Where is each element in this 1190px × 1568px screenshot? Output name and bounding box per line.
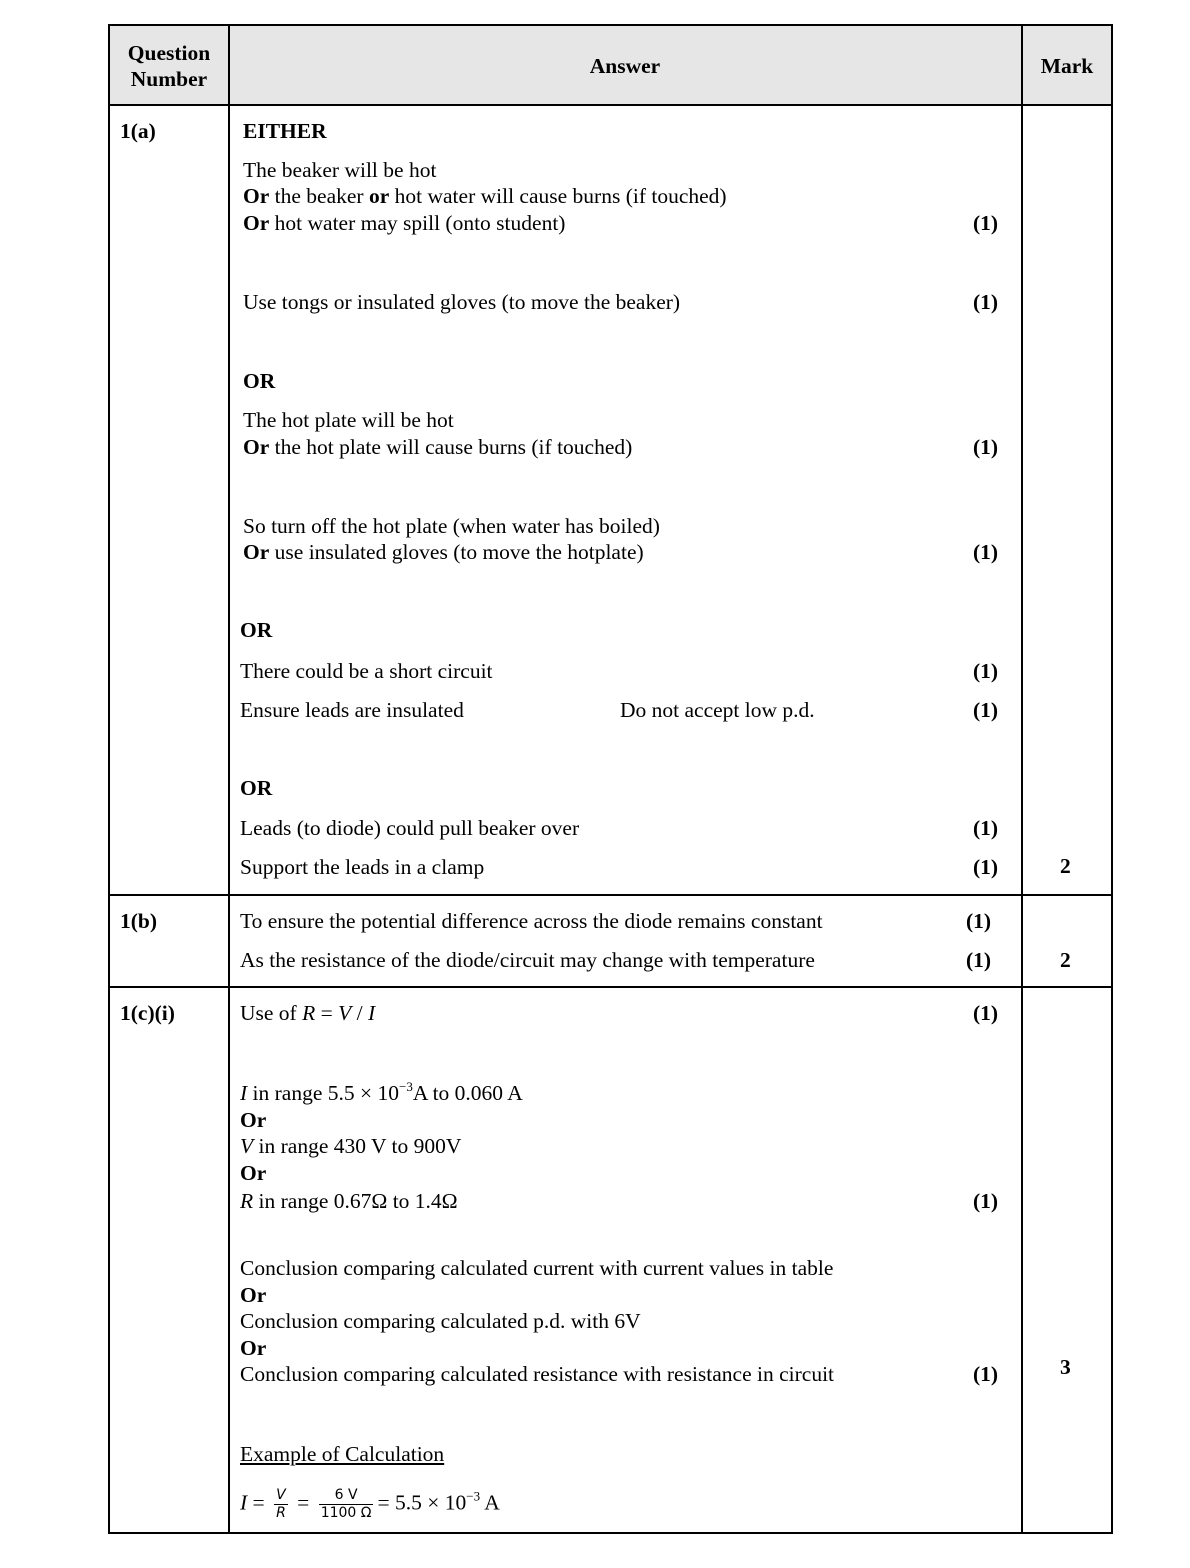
answer-line <box>240 1338 266 1360</box>
line-mark: (1) <box>973 435 999 459</box>
answer-text: Or <box>240 1161 267 1185</box>
answer-text: −3 <box>399 1079 413 1094</box>
answer-text: Conclusion comparing calculated current with current values in table <box>240 1256 834 1280</box>
answer-text: Conclusion comparing calculated p.d. with 6V <box>240 1309 641 1333</box>
column-divider <box>1111 24 1113 1534</box>
answer-text: Or <box>240 1108 267 1132</box>
answer-line <box>240 911 823 933</box>
example-formula <box>240 1487 500 1522</box>
answer-text: OR <box>243 369 276 393</box>
answer-text: Ensure leads are insulated <box>240 698 464 722</box>
answer-text: I <box>368 1001 376 1025</box>
answer-line <box>240 818 579 840</box>
answer-text: / <box>351 1001 369 1025</box>
line-mark: (1) <box>973 211 999 235</box>
answer-text: V <box>338 1001 352 1025</box>
total-mark: 2 <box>1060 948 1071 972</box>
formula-eq: = <box>297 1490 310 1515</box>
answer-text: V <box>240 1134 254 1158</box>
answer-text: R <box>302 1001 316 1025</box>
total-mark: 2 <box>1060 854 1071 878</box>
row-divider <box>108 894 1113 896</box>
answer-text: or <box>368 184 390 208</box>
line-mark: (1) <box>966 909 992 933</box>
formula-eq: = <box>252 1490 265 1515</box>
fraction-num: 6 V <box>319 1487 374 1505</box>
answer-text: hot water will cause burns (if touched) <box>389 184 727 208</box>
answer-line <box>243 121 327 143</box>
line-mark: (1) <box>973 1362 999 1386</box>
answer-text: I <box>240 1081 248 1105</box>
answer-line <box>240 1285 266 1307</box>
line-mark: (1) <box>973 1001 999 1025</box>
answer-text: = <box>315 1001 339 1025</box>
answer-text: in range 430 V to 900V <box>253 1134 462 1158</box>
fraction-v-over-r <box>274 1487 288 1522</box>
fraction-values <box>319 1487 374 1522</box>
answer-line <box>240 700 464 722</box>
answer-text: Leads (to diode) could pull beaker over <box>240 816 580 840</box>
answer-line <box>243 186 727 208</box>
fraction-num: V <box>274 1487 288 1505</box>
answer-line <box>240 1136 461 1158</box>
answer-line <box>240 661 493 683</box>
answer-text: the beaker <box>269 184 369 208</box>
answer-line <box>243 160 436 182</box>
answer-line <box>243 292 680 314</box>
answer-text: the hot plate will cause burns (if touched) <box>269 435 633 459</box>
column-divider <box>228 24 230 1534</box>
answer-line <box>243 437 632 459</box>
row-divider <box>108 986 1113 988</box>
answer-line <box>240 857 484 879</box>
line-mark: (1) <box>973 816 999 840</box>
answer-text: Or <box>240 1336 267 1360</box>
answer-text: Support the leads in a clamp <box>240 855 485 879</box>
answer-text: A to 0.060 A <box>412 1081 523 1105</box>
answer-line <box>240 1444 444 1466</box>
formula-exponent: −3 <box>466 1488 481 1504</box>
column-divider <box>108 24 110 1534</box>
answer-text: Use tongs or insulated gloves (to move the beaker) <box>243 290 681 314</box>
row-divider <box>108 104 1113 106</box>
answer-text: Conclusion comparing calculated resistance with resistance in circuit <box>240 1362 835 1386</box>
answer-text: There could be a short circuit <box>240 659 493 683</box>
answer-line <box>240 778 272 800</box>
formula-unit: A <box>480 1490 500 1515</box>
answer-line <box>240 950 815 972</box>
answer-text: To ensure the potential difference across the diode remains constant <box>240 909 823 933</box>
line-mark: (1) <box>973 855 999 879</box>
question-number: 1(b) <box>120 909 158 933</box>
answer-line <box>240 1110 266 1132</box>
answer-line <box>243 371 275 393</box>
answer-text: So turn off the hot plate (when water has boiled) <box>243 514 660 538</box>
header-mark: Mark <box>1040 54 1094 78</box>
answer-text: in range 5.5 × 10 <box>247 1081 400 1105</box>
answer-line <box>243 213 565 235</box>
answer-text: use insulated gloves (to move the hotplate) <box>269 540 644 564</box>
answer-line <box>240 1364 834 1386</box>
answer-line <box>243 516 660 538</box>
answer-text: Example of Calculation <box>240 1442 445 1466</box>
line-mark: (1) <box>973 290 999 314</box>
column-divider <box>1021 24 1023 1534</box>
total-mark: 3 <box>1060 1355 1071 1379</box>
answer-line <box>240 1079 523 1105</box>
answer-line <box>240 1003 375 1025</box>
answer-text: Or <box>243 211 270 235</box>
header-answer: Answer <box>589 54 661 78</box>
answer-text: Or <box>243 184 270 208</box>
line-mark: (1) <box>973 698 999 722</box>
answer-line <box>240 1258 833 1280</box>
answer-text: Or <box>243 435 270 459</box>
line-mark: (1) <box>973 659 999 683</box>
fraction-den: 1100 Ω <box>320 1505 372 1521</box>
answer-text: OR <box>240 618 273 642</box>
answer-text: Or <box>243 540 270 564</box>
answer-line <box>243 410 454 432</box>
table-border <box>108 1532 1113 1534</box>
answer-text: Or <box>240 1283 267 1307</box>
answer-text: in range 0.67Ω to 1.4Ω <box>253 1189 458 1213</box>
answer-line <box>240 1191 458 1213</box>
answer-text: The beaker will be hot <box>243 158 437 182</box>
answer-line <box>240 1163 266 1185</box>
header-question-number: Question Number <box>127 41 211 91</box>
answer-text: EITHER <box>243 119 327 143</box>
answer-line <box>243 542 644 564</box>
formula-result: = 5.5 × 10 <box>377 1490 467 1515</box>
answer-text: As the resistance of the diode/circuit may change with temperature <box>240 948 815 972</box>
answer-line <box>240 1311 641 1333</box>
answer-text: hot water may spill (onto student) <box>269 211 566 235</box>
fraction-den: R <box>276 1505 286 1521</box>
answer-text: The hot plate will be hot <box>243 408 454 432</box>
question-number: 1(c)(i) <box>120 1001 175 1025</box>
answer-text: Use of <box>240 1001 303 1025</box>
line-mark: (1) <box>973 540 999 564</box>
line-mark: (1) <box>966 948 992 972</box>
table-border <box>108 24 1113 26</box>
question-number: 1(a) <box>120 119 156 143</box>
formula-lhs: I <box>240 1490 248 1515</box>
answer-text: R <box>240 1189 254 1213</box>
line-mark: (1) <box>973 1189 999 1213</box>
answer-note: Do not accept low p.d. <box>620 698 815 722</box>
answer-text: OR <box>240 776 273 800</box>
answer-line <box>240 620 272 642</box>
